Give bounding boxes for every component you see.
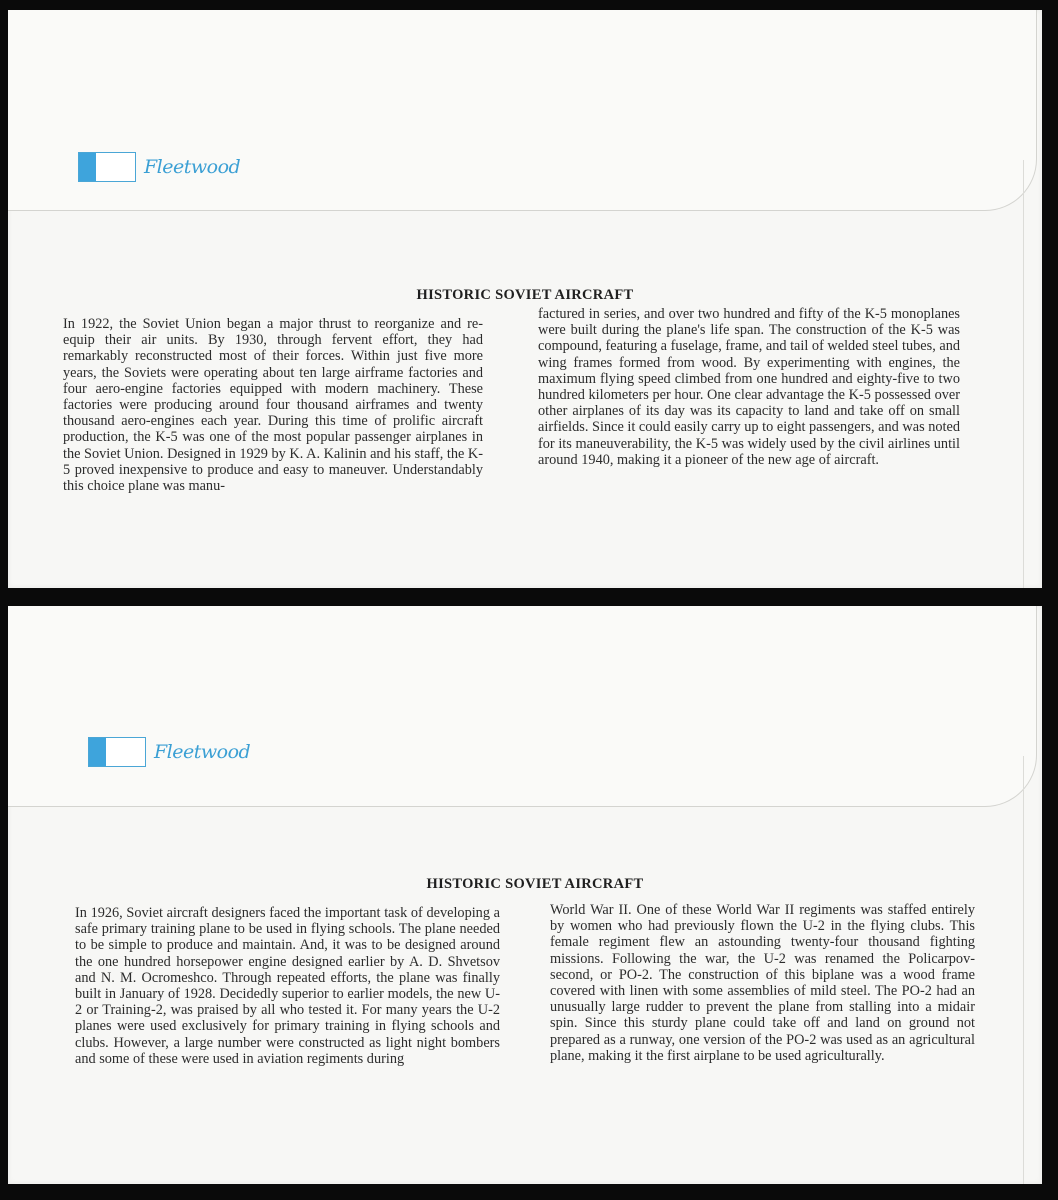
paragraph-right: World War II. One of these World War II regiments was staffed entirely by women who had previously flown the U-2 in the flying clubs. This female regiment flew an astounding twenty-four thousand fighting missions. Following the war, the U-2 was renamed the Policarpov-second, or PO-2. The construction of this biplane was a wood frame covered with linen with some assemblies of mild steel. The PO-2 had an unusually large rudder to prevent the plane from stalling into a midair spin. Since this sturdy plane could take off and land on ground not prepared as a runway, one version of the PO-2 was used as an agricultural plane, making it the first airplane to be used agriculturally. [550, 902, 975, 1064]
brand-name: Fleetwood [154, 741, 251, 763]
envelope-flap [8, 606, 1037, 807]
cover-title: HISTORIC SOVIET AIRCRAFT [416, 287, 634, 303]
fleetwood-logo [88, 737, 250, 767]
paragraph-right: factured in series, and over two hundred and fifty of the K-5 monoplanes were built during the plane's life span. The construction of the K-5 was compound, featuring a fuselage, frame, and tail of welded steel tubes, and wing frames formed from wood. By experimenting with engines, the maximum flying speed climbed from one hundred and eighty-five to two hundred kilometers per hour. One clear advantage the K-5 possessed over other airplanes of its day was its capacity to land and take off on small airfields. Since it could easily carry up to eight passengers, and was noted for its maneuverability, the K-5 was widely used by the civil airlines until around 1940, making it a pioneer of the new age of aircraft. [538, 306, 961, 468]
text-column-right [538, 306, 960, 468]
envelope-cover-k5 [8, 10, 1042, 588]
cover-title: HISTORIC SOVIET AIRCRAFT [426, 876, 644, 892]
logo-box-icon [78, 152, 136, 182]
paragraph-left: In 1922, the Soviet Union began a major thrust to reorganize and re-equip their air units. By 1930, through fervent effort, they had remarkably reconstructed most of their forces. Within just five more years, the Soviets were operating about ten large airframe factories and four aero-engine factories equipped with modern machinery. These factories were producing around four thousand airframes and twenty thousand aero-engines each year. During this time of prolific aircraft production, the K-5 was one of the most popular passenger airplanes in the Soviet Union. Designed in 1929 by K. A. Kalinin and his staff, the K-5 proved inexpensive to produce and easy to maneuver. Understandably this choice plane was manu- [63, 316, 483, 495]
paragraph-left: In 1926, Soviet aircraft designers faced the important task of developing a safe primary training plane to be used in flying schools. The plane needed to be simple to produce and maintain. And, it was to be designed around the one hundred horsepower engine designed earlier by A. D. Shvetsov and N. M. Ocromeshco. Through repeated efforts, the plane was finally built in January of 1928. Decidedly superior to earlier models, the new U-2 or Training-2, was praised by all who tested it. For many years the U-2 planes were used exclusively for primary training in flying schools and clubs. However, a large number were constructed as light night bombers and some of these were used in aviation regiments during [75, 905, 500, 1067]
text-column-left [63, 316, 483, 494]
envelope-cover-u2 [8, 606, 1042, 1184]
text-column-left [75, 905, 500, 1067]
envelope-seam [1023, 160, 1024, 588]
logo-box-icon [88, 737, 146, 767]
brand-name: Fleetwood [144, 156, 241, 178]
text-column-right [550, 902, 975, 1064]
envelope-seam [1023, 756, 1024, 1184]
fleetwood-logo [78, 152, 240, 182]
